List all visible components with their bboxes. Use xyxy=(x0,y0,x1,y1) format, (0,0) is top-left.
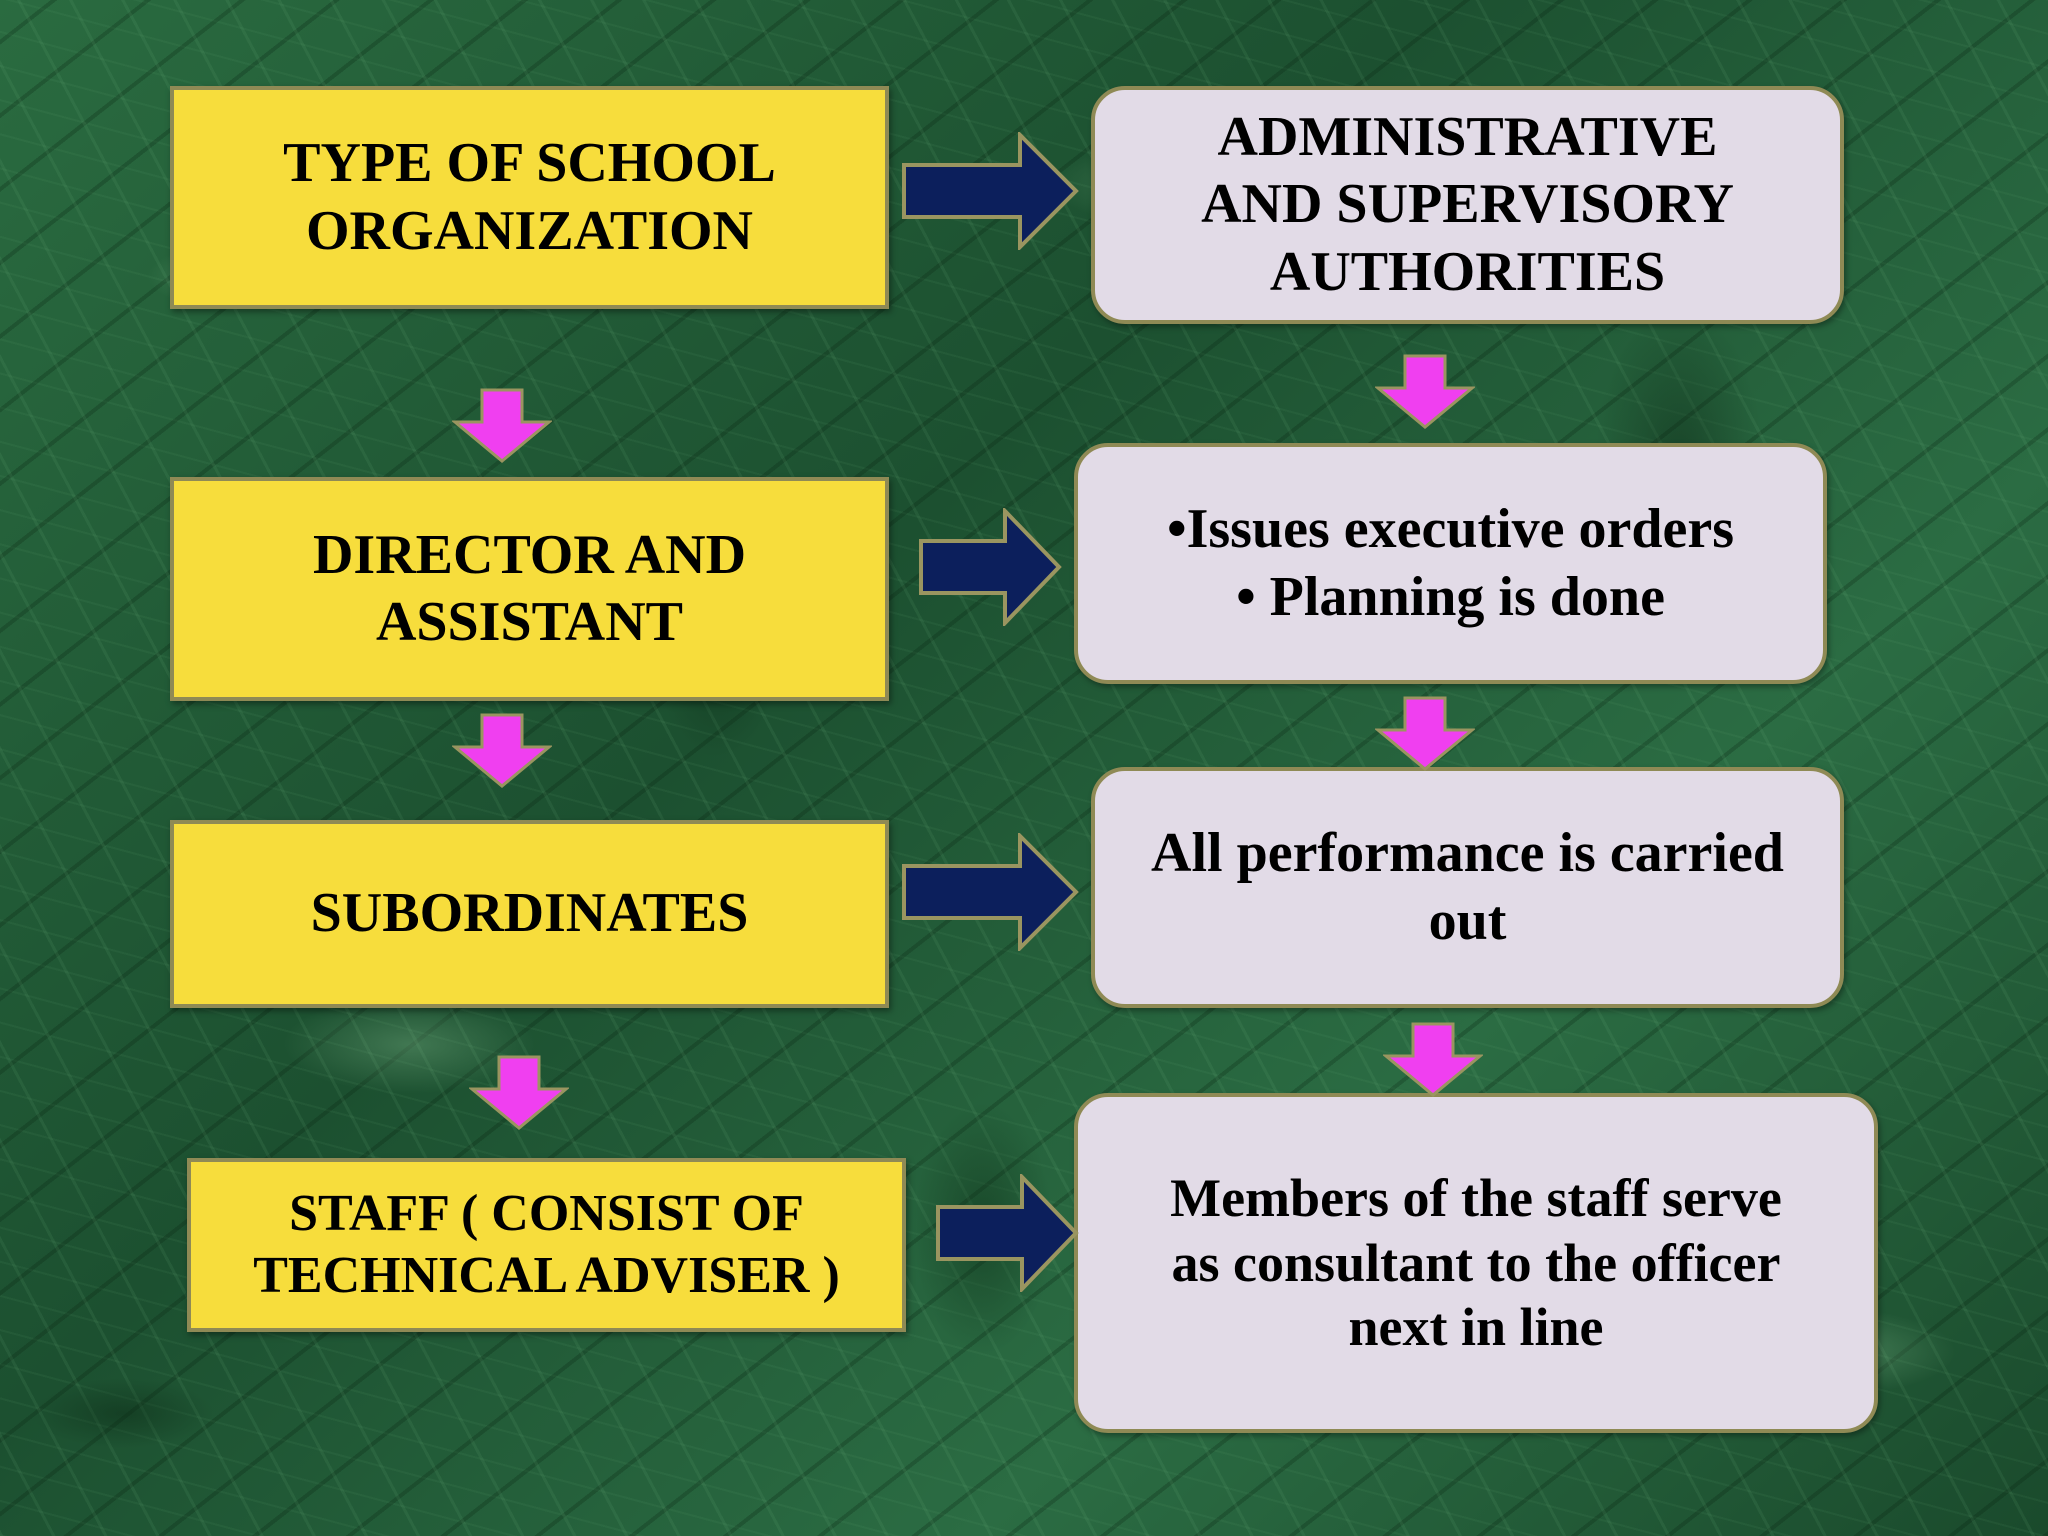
left-box-label: TYPE OF SCHOOL ORGANIZATION xyxy=(283,132,776,262)
right-arrow-icon xyxy=(919,508,1063,626)
right-box-label: Members of the staff serve as consultant to the officer next in line xyxy=(1170,1167,1782,1358)
left-box-subordinates xyxy=(170,820,889,1008)
left-box-label: DIRECTOR AND ASSISTANT xyxy=(312,523,747,653)
down-arrow-icon xyxy=(469,1055,569,1131)
right-arrow-icon xyxy=(902,132,1080,250)
right-box-label: ADMINISTRATIVE AND SUPERVISORY AUTHORITIES xyxy=(1201,106,1734,303)
left-box-type-of-school-organization xyxy=(170,86,889,309)
down-arrow-icon xyxy=(452,713,552,789)
down-arrow-icon xyxy=(1383,1022,1483,1098)
right-box-administrative-authorities xyxy=(1091,86,1844,324)
right-box-performance xyxy=(1091,767,1844,1008)
right-arrow-icon xyxy=(902,833,1080,951)
left-box-director-and-assistant xyxy=(170,477,889,701)
right-box-label: •Issues executive orders • Planning is done xyxy=(1166,498,1735,628)
right-box-label: All performance is carried out xyxy=(1151,822,1784,952)
left-box-staff xyxy=(187,1158,906,1332)
down-arrow-icon xyxy=(452,388,552,464)
down-arrow-icon xyxy=(1375,354,1475,430)
down-arrow-icon xyxy=(1375,696,1475,772)
right-box-staff-consultant xyxy=(1074,1093,1878,1433)
left-box-label: SUBORDINATES xyxy=(310,882,749,945)
right-box-executive-orders xyxy=(1074,443,1827,684)
right-arrow-icon xyxy=(936,1174,1080,1292)
left-box-label: STAFF ( CONSIST OF TECHNICAL ADVISER ) xyxy=(253,1184,840,1304)
